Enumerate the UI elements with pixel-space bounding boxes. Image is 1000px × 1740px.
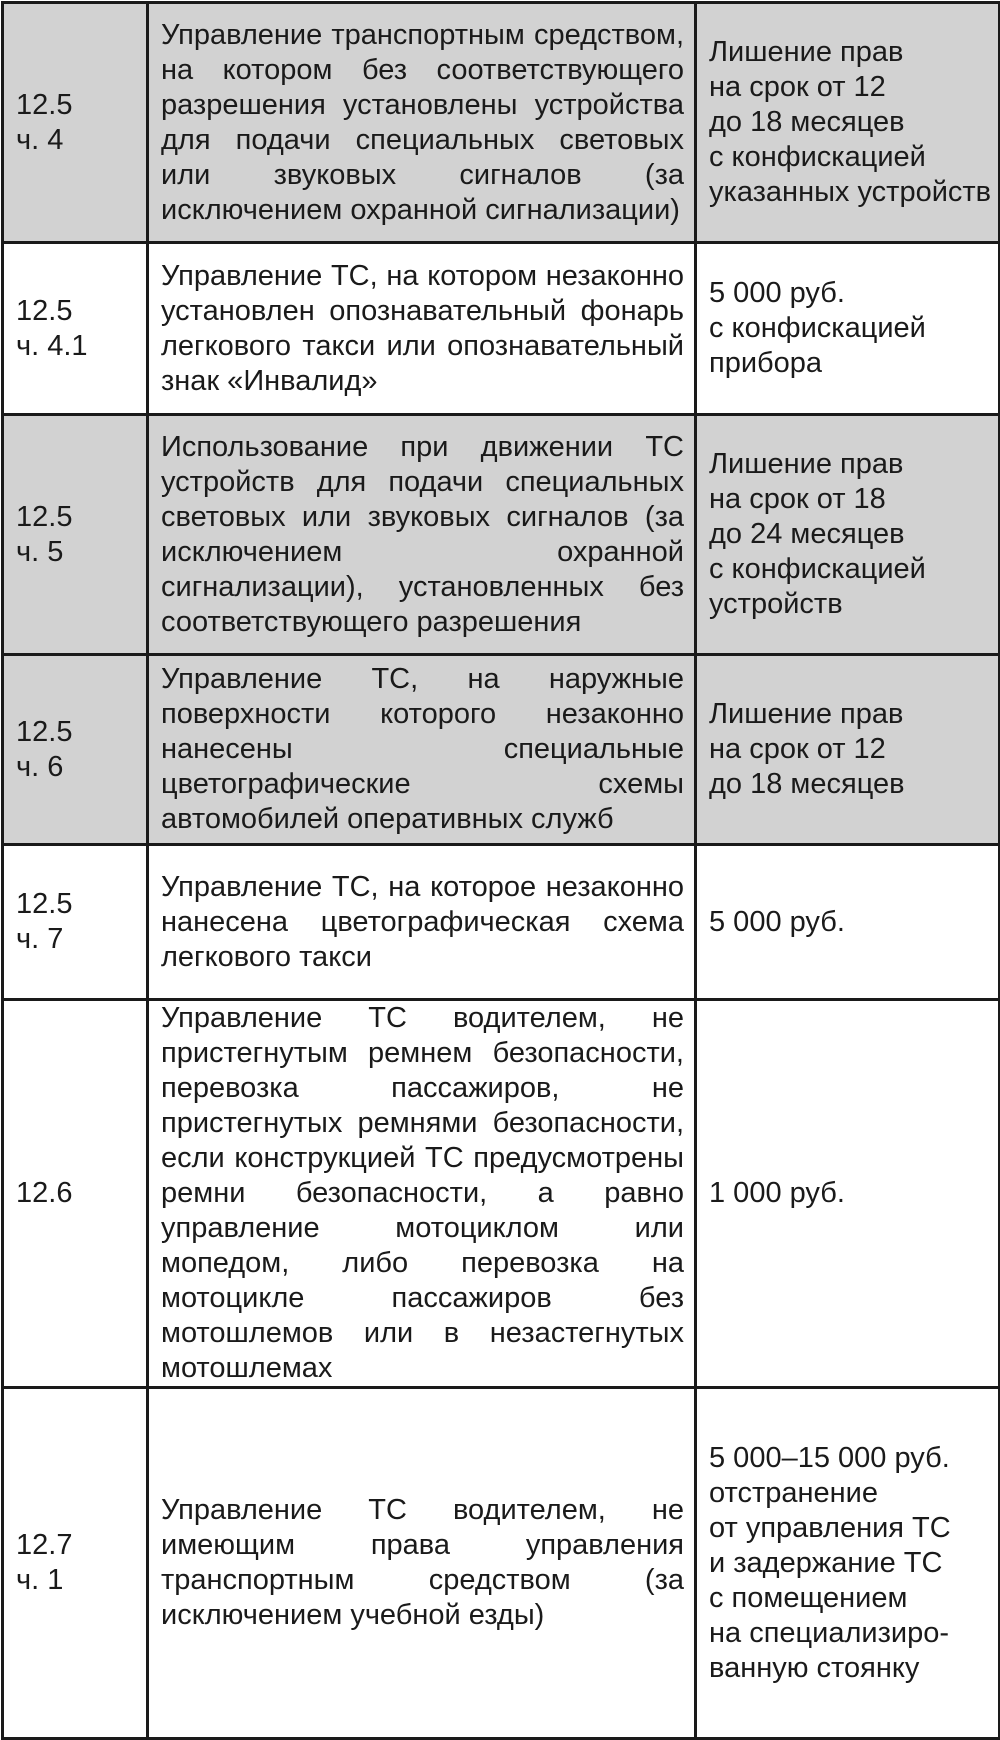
penalty-line: от управления ТС (709, 1511, 951, 1544)
penalty-line: на срок от 12 (709, 733, 886, 765)
table-row (3, 845, 1000, 1000)
offense-description: Управление ТС, на наружные поверхности которого незаконно нанесены специальные цветографические схемы автомобилей оперативных служб (148, 655, 696, 845)
table-row (3, 1388, 1000, 1739)
article-cell (3, 655, 148, 845)
penalty-line: 1 000 руб. (709, 1177, 845, 1209)
penalty-cell (696, 845, 1000, 1000)
article-part: ч. 6 (16, 750, 64, 783)
penalty-cell (696, 655, 1000, 845)
table-row (3, 415, 1000, 655)
penalty-line: до 24 месяцев (709, 518, 905, 550)
penalty-line: с помещением (709, 1581, 908, 1614)
penalty-line: с конфискацией (709, 312, 926, 344)
fines-table (1, 1, 1000, 1740)
article-number: 12.5 (16, 500, 73, 533)
article-part: ч. 4 (16, 123, 64, 156)
penalty-line: 5 000 руб. (709, 277, 845, 309)
offense-description: Управление транспортным средством, на котором без соответствующего разрешения установлены устройства для подачи специальных световых или звуковых сигналов (за исключением охранной сигнализации) (148, 3, 696, 243)
table-row (3, 243, 1000, 415)
article-number: 12.5 (16, 88, 73, 121)
penalty-line: устройств (709, 588, 843, 620)
penalty-line: 5 000 руб. (709, 905, 845, 938)
article-number: 12.5 (16, 715, 73, 748)
penalty-cell (696, 1000, 1000, 1388)
offense-description: Управление ТС водителем, не пристегнутым ремнем безопасности, перевозка пассажиров, не пристегнутых ремнями безопасности, если конструкцией ТС предусмотрены ремни безопасности, а равно управление мотоциклом или мопедом, либо перевозка на мотоцикле пассажиров без мотошлемов или в незастегнутых мотошлемах (148, 1000, 696, 1388)
penalty-cell (696, 415, 1000, 655)
penalty-line: отстранение (709, 1476, 878, 1509)
penalty-line: прибора (709, 347, 823, 379)
article-cell (3, 3, 148, 243)
article-number: 12.5 (16, 888, 73, 920)
article-part: ч. 1 (16, 1564, 64, 1596)
table-row (3, 3, 1000, 243)
penalty-line: ванную стоянку (709, 1651, 920, 1684)
penalty-line: и задержание ТС (709, 1546, 943, 1579)
penalty-line: указанных устройств (709, 176, 992, 208)
article-cell (3, 845, 148, 1000)
penalty-line: на срок от 12 (709, 71, 886, 103)
offense-description: Использование при движении ТС устройств для подачи специальных световых или звуковых сигналов (за исключением охранной сигнализации), установленных без соответствующего разрешения (148, 415, 696, 655)
penalty-line: Лишение прав (709, 448, 904, 480)
penalty-line: Лишение прав (709, 36, 904, 68)
article-number: 12.6 (16, 1177, 73, 1209)
offense-description: Управление ТС водителем, не имеющим права управления транспортным средством (за исключением учебной езды) (148, 1388, 696, 1739)
penalty-line: с конфискацией (709, 553, 926, 585)
offense-description: Управление ТС, на которое незаконно нанесена цветографическая схема легкового такси (148, 845, 696, 1000)
penalty-line: на специализиро- (709, 1616, 950, 1649)
article-part: ч. 4.1 (16, 329, 88, 362)
article-cell (3, 1000, 148, 1388)
penalty-line: до 18 месяцев (709, 768, 905, 800)
article-number: 12.7 (16, 1529, 73, 1561)
article-cell (3, 1388, 148, 1739)
penalty-cell (696, 243, 1000, 415)
penalty-line: 5 000–15 000 руб. (709, 1441, 950, 1474)
offense-description: Управление ТС, на котором незаконно установлен опознавательный фонарь легкового такси или опознавательный знак «Инвалид» (148, 243, 696, 415)
penalty-line: Лишение прав (709, 698, 904, 730)
article-cell (3, 243, 148, 415)
penalty-cell (696, 1388, 1000, 1739)
article-number: 12.5 (16, 294, 73, 327)
table-row (3, 655, 1000, 845)
penalty-line: на срок от 18 (709, 483, 886, 515)
penalty-cell (696, 3, 1000, 243)
article-part: ч. 5 (16, 535, 64, 568)
penalty-line: с конфискацией (709, 141, 926, 173)
table-row (3, 1000, 1000, 1388)
penalty-line: до 18 месяцев (709, 106, 905, 138)
article-part: ч. 7 (16, 923, 64, 955)
article-cell (3, 415, 148, 655)
